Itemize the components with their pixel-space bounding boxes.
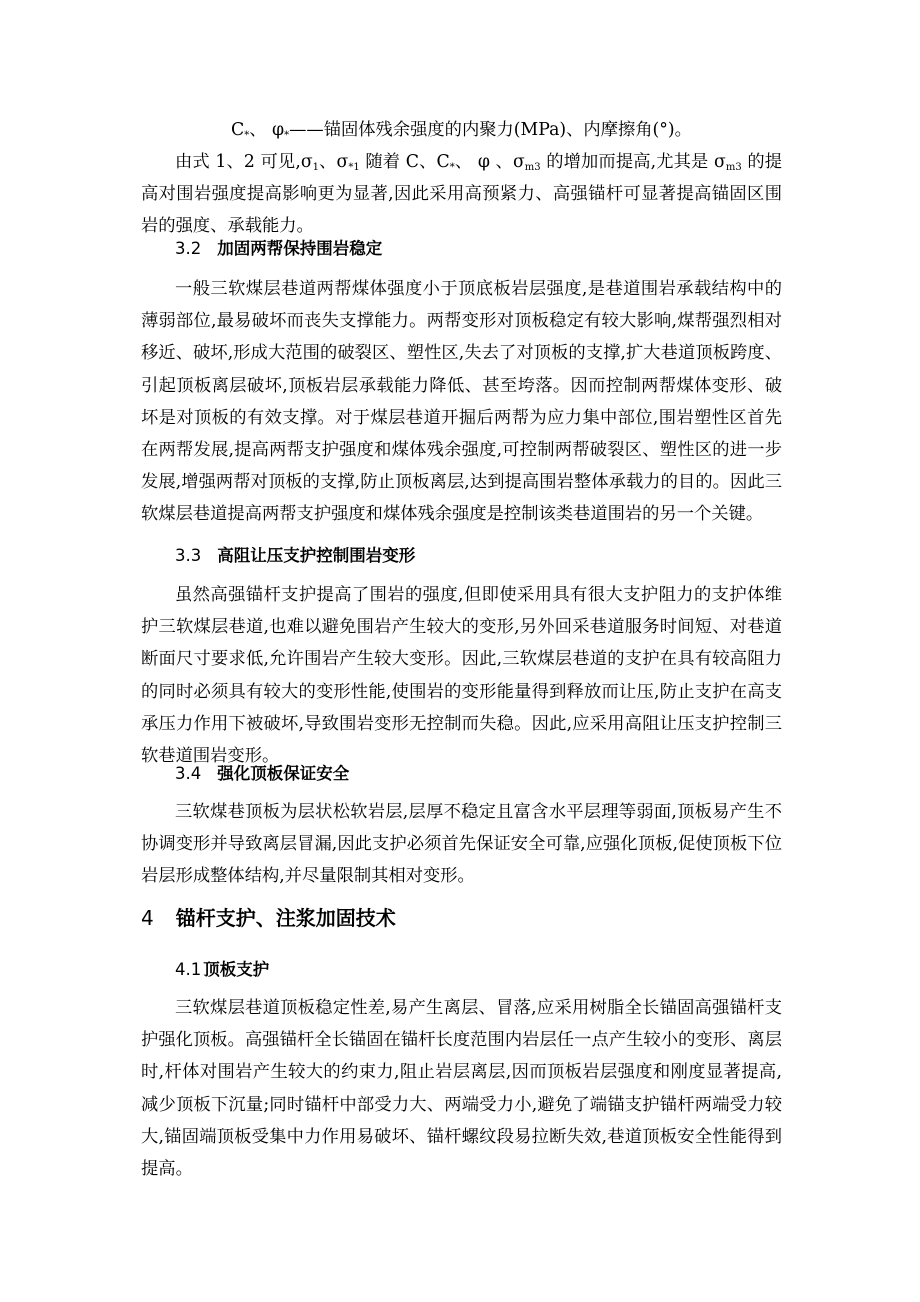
subscript: * [449, 162, 455, 173]
text-run: 随着 C、C [359, 152, 450, 172]
paragraph-formula-discussion [141, 146, 782, 243]
section-title: 高阻让压支护控制围岩变形 [217, 546, 416, 565]
subscript: *1 [348, 162, 360, 173]
paragraph-3-4: 三软煤巷顶板为层状松软岩层,层厚不稳定且富含水平层理等弱面,顶板易产生不协调变形并导致离层冒漏,因此支护必须首先保证安全可靠,应强化顶板,促使顶板下位岩层形成整体结构,并尽量限制其相对变形。 [141, 802, 782, 887]
section-heading-3-2 [175, 237, 382, 261]
section-heading-3-4 [175, 762, 349, 786]
def-symbol-phi-sub: * [284, 130, 290, 141]
paragraph-4-1: 三软煤层巷道顶板稳定性差,易产生离层、冒落,应采用树脂全长锚固高强锚杆支护强化顶板。高强锚杆全长锚固在锚杆长度范围内岩层任一点产生较小的变形、离层时,杆体对围岩产生较大的约束力,阻止岩层离层,因而顶板岩层强度和刚度显著提高,减少顶板下沉量;同时锚杆中部受力大、两端受力小,避免了端锚支护锚杆两端受力较大,锚固端顶板受集中力作用易破坏、锚杆螺纹段易拉断失效,巷道顶板安全性能得到提高。 [141, 998, 782, 1180]
def-symbol-phi: 、 φ [249, 120, 285, 140]
text-run: 、σ [319, 152, 349, 172]
paragraph-3-2: 一般三软煤层巷道两帮煤体强度小于顶底板岩层强度,是巷道围岩承载结构中的薄弱部位,最易破坏而丧失支撑能力。两帮变形对顶板稳定有较大影响,煤帮强烈相对移近、破坏,形成大范围的破裂区、塑性区,失去了对顶板的支撑,扩大巷道顶板跨度、引起顶板离层破坏,顶板岩层承载能力降低、甚至垮落。因而控制两帮煤体变形、破坏是对顶板的有效支撑。对于煤层巷道开掘后两帮为应力集中部位,围岩塑性区首先在两帮发展,提高两帮支护强度和煤体残余强度,可控制两帮破裂区、塑性区的进一步发展,增强两帮对顶板的支撑,防止顶板离层,达到提高围岩整体承载力的目的。因此三软煤层巷道提高两帮支护强度和煤体残余强度是控制该类巷道围岩的另一个关键。 [141, 279, 782, 525]
section-title: 加固两帮保持围岩稳定 [217, 239, 383, 258]
section-number: 3.3 [175, 546, 202, 565]
paragraph-3-3: 虽然高强锚杆支护提高了围岩的强度,但即使采用具有很大支护阻力的支护体维护三软煤层巷道,也难以避免围岩产生较大的变形,另外回采巷道服务时间短、对巷道断面尺寸要求低,允许围岩产生较大变形。因此,三软煤层巷道的支护在具有较高阻力的同时必须具有较大的变形性能,使围岩的变形能量得到释放而让压,防止支护在高支承压力作用下被破坏,导致围岩变形无控制而失稳。因此,应采用高阻让压支护控制三软巷道围岩变形。 [141, 585, 782, 767]
subscript: m3 [524, 162, 541, 173]
section-heading-3-3 [175, 544, 415, 568]
section-title: 锚杆支护、注浆加固技术 [175, 906, 396, 930]
section-number: 4.1 [175, 960, 202, 979]
text-run: 由式 1、2 可见,σ [175, 152, 313, 172]
text-run: 的提高对围岩强度提高影响更为显著,因此采用高预紧力、高强锚杆可显著提高锚固区围岩的强度、承载能力。 [141, 152, 782, 237]
def-symbol-c-sub: * [244, 130, 250, 141]
section-number: 4 [141, 906, 154, 930]
subscript: 1 [312, 162, 319, 173]
section-heading-4-1 [175, 958, 269, 982]
section-number: 3.2 [175, 239, 202, 258]
def-symbol-c: C [231, 120, 245, 140]
text-run: 、 φ 、σ [454, 152, 525, 172]
text-run: 的增加而提高,尤其是 σ [540, 152, 726, 172]
section-title: 强化顶板保证安全 [217, 764, 350, 783]
section-heading-4 [141, 904, 396, 932]
subscript: m3 [725, 162, 742, 173]
definition-line [141, 114, 782, 146]
section-number: 3.4 [175, 764, 202, 783]
section-title: 顶板支护 [203, 960, 270, 979]
def-text: ——锚固体残余强度的内聚力(MPa)、内摩擦角(°)。 [289, 120, 692, 140]
